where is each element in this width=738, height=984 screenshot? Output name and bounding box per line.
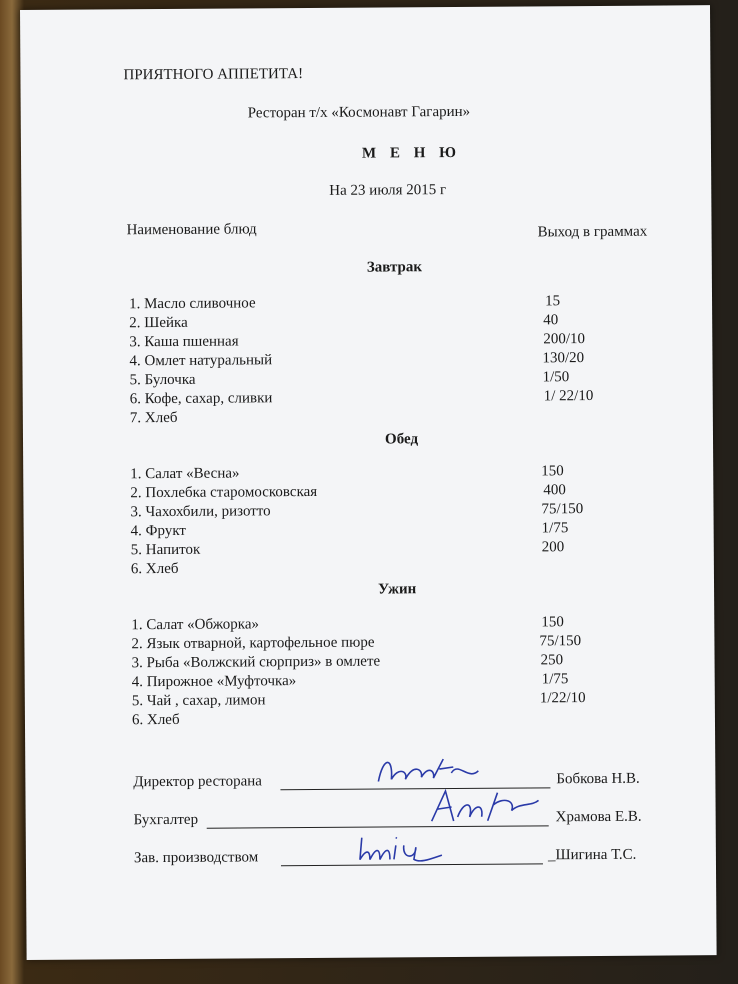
section-title-lunch: Обед <box>384 431 419 448</box>
restaurant-name: Ресторан т/х «Космонавт Гагарин» <box>247 103 471 122</box>
signature-role: Зав. производством <box>133 849 259 867</box>
dinner-list <box>131 614 632 731</box>
dish-weight: 200 <box>541 539 565 556</box>
dish-name: 5. Напиток <box>130 541 201 559</box>
dish-name: 3. Рыба «Волжский сюрприз» в омлете <box>131 653 381 672</box>
list-item <box>131 558 631 580</box>
dish-weight: 15 <box>544 293 561 310</box>
menu-title: М Е Н Ю <box>361 144 462 162</box>
menu-date: На 23 июля 2015 г <box>329 182 447 199</box>
breakfast-list <box>129 293 630 429</box>
greeting: ПРИЯТНОГО АППЕТИТА! <box>123 66 304 84</box>
dish-name: 4. Фрукт <box>130 522 187 540</box>
dish-weight: 75/150 <box>539 633 582 650</box>
column-header-weight: Выход в граммах <box>537 223 648 241</box>
dish-name: 6. Хлеб <box>131 711 180 729</box>
handwritten-signature <box>356 829 446 868</box>
dish-name: 5. Булочка <box>129 371 196 389</box>
column-header-name: Наименование блюд <box>126 221 257 239</box>
menu-sheet <box>20 5 717 960</box>
signature-role: Директор ресторана <box>133 773 262 791</box>
dish-weight: 200/10 <box>543 331 586 348</box>
dish-weight: 75/150 <box>541 501 584 518</box>
dish-weight: 400 <box>543 482 566 499</box>
dish-name: 3. Каша пшенная <box>129 333 239 351</box>
dish-name: 7. Хлеб <box>129 409 178 427</box>
dish-weight: 1/50 <box>542 369 570 386</box>
dish-name: 2. Шейка <box>129 314 188 332</box>
dish-weight: 1/75 <box>541 671 569 688</box>
dish-name: 1. Масло сливочное <box>129 295 256 313</box>
dish-name: 4. Пирожное «Муфточка» <box>131 673 297 691</box>
dish-weight: 1/ 22/10 <box>543 388 594 405</box>
dish-weight: 130/20 <box>542 350 585 367</box>
dish-weight: 150 <box>541 614 564 631</box>
dish-name: 6. Кофе, сахар, сливки <box>129 390 273 408</box>
dish-name: 4. Омлет натуральный <box>129 352 273 370</box>
lunch-list <box>130 463 631 580</box>
dish-name: 1. Салат «Весна» <box>130 465 240 483</box>
dish-weight: 150 <box>541 463 564 480</box>
list-item <box>130 407 630 429</box>
signature-role: Бухгалтер <box>133 811 199 829</box>
dish-weight: 40 <box>543 312 559 329</box>
list-item <box>132 709 632 731</box>
section-title-dinner: Ужин <box>377 581 417 598</box>
dish-name: 2. Язык отварной, картофельное пюре <box>131 634 375 653</box>
signatory-name: Бобкова Н.В. <box>556 770 640 788</box>
signature-row-director <box>133 762 653 796</box>
handwritten-signature <box>423 786 543 829</box>
signature-row-production <box>134 838 654 872</box>
dish-name: 2. Похлебка старомосковская <box>130 483 318 502</box>
dish-weight: 1/22/10 <box>539 690 586 707</box>
dish-weight: 1/75 <box>541 520 569 537</box>
signatory-name: Храмова Е.В. <box>555 808 642 826</box>
dish-weight: 250 <box>540 652 564 669</box>
dish-name: 3. Чахохбили, ризотто <box>130 503 271 521</box>
dish-name: 5. Чай , сахар, лимон <box>131 692 266 710</box>
handwritten-signature <box>373 751 483 792</box>
section-title-breakfast: Завтрак <box>366 259 423 276</box>
dish-name: 6. Хлеб <box>130 560 179 578</box>
signatory-name: _Шигина Т.С. <box>547 846 637 864</box>
dish-name: 1. Салат «Обжорка» <box>131 616 260 634</box>
signature-row-accountant <box>134 800 654 834</box>
